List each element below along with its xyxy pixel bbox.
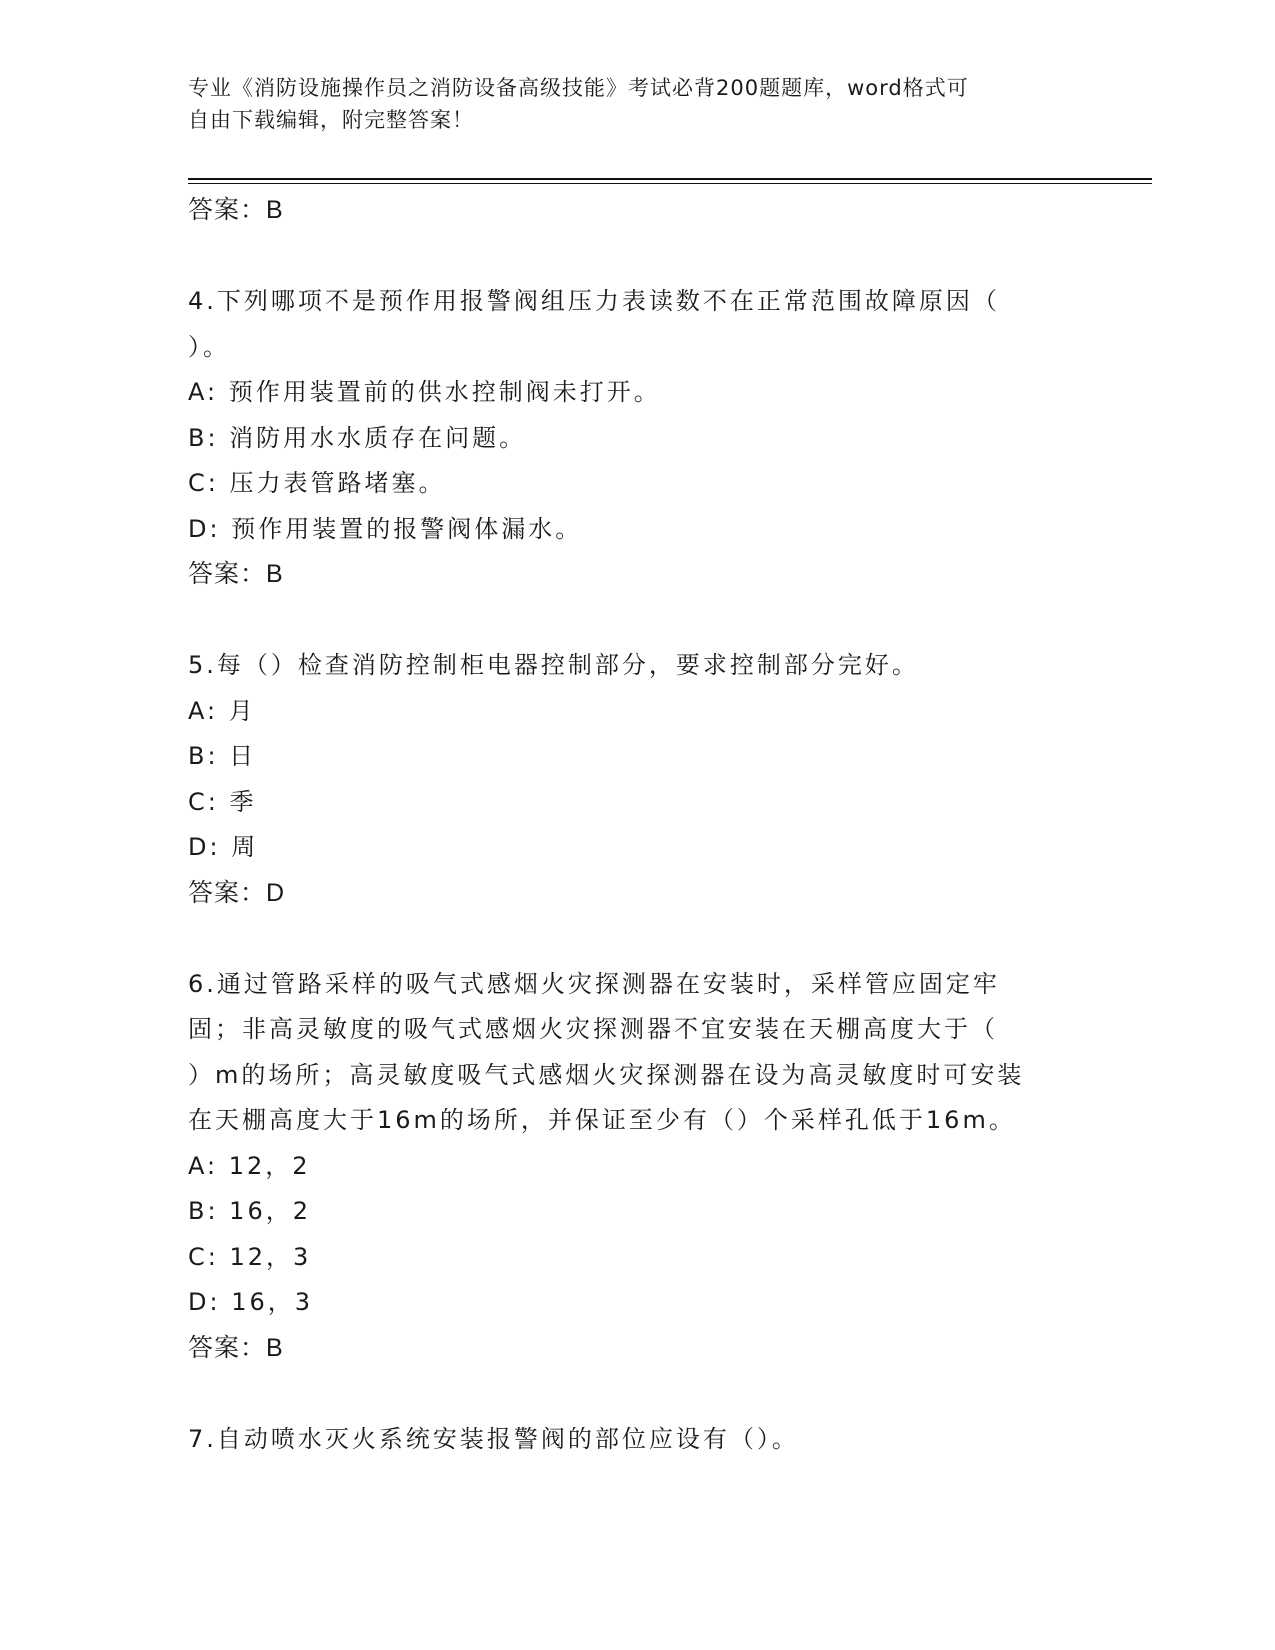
answer-line: 答案：B xyxy=(188,1333,284,1362)
question-stem: ）m的场所；高灵敏度吸气式感烟火灾探测器在设为高灵敏度时可安装 xyxy=(188,1060,1025,1089)
spacer xyxy=(188,1371,1088,1417)
option-d: D: 16，3 xyxy=(188,1288,314,1316)
question-block xyxy=(188,279,1088,598)
header-divider-thin xyxy=(188,183,1152,184)
answer-line: 答案：B xyxy=(188,196,284,224)
option-b: B: 日 xyxy=(188,742,257,770)
option-b: B: 16，2 xyxy=(188,1197,311,1225)
page-header xyxy=(188,72,1068,136)
option-a: A: 月 xyxy=(188,696,256,725)
option-a: A: 12，2 xyxy=(188,1151,311,1180)
spacer xyxy=(188,598,1088,644)
spacer xyxy=(188,234,1088,280)
option-c: C: 12，3 xyxy=(188,1242,312,1271)
question-block xyxy=(188,643,1088,916)
header-title-line-2: 自由下载编辑，附完整答案！ xyxy=(188,108,474,132)
question-stem: 6.通过管路采样的吸气式感烟火灾探测器在安装时，采样管应固定牢 xyxy=(188,969,1000,998)
question-stem: 5.每（）检查消防控制柜电器控制部分，要求控制部分完好。 xyxy=(188,651,919,679)
answer-line: 答案：D xyxy=(188,878,286,907)
option-d: D: 预作用装置的报警阀体漏水。 xyxy=(188,514,583,543)
header-divider xyxy=(188,178,1152,180)
option-c: C: 季 xyxy=(188,787,257,816)
question-list xyxy=(188,188,1088,1462)
option-b: B: 消防用水水质存在问题。 xyxy=(188,423,527,452)
option-c: C: 压力表管路堵塞。 xyxy=(188,469,446,497)
option-d: D: 周 xyxy=(188,833,259,861)
question-stem: 4.下列哪项不是预作用报警阀组压力表读数不在正常范围故障原因（ xyxy=(188,287,1000,315)
spacer xyxy=(188,916,1088,962)
question-stem: 在天棚高度大于16m的场所，并保证至少有（）个采样孔低于16m。 xyxy=(188,1106,1016,1134)
question-stem: 固；非高灵敏度的吸气式感烟火灾探测器不宜安装在天棚高度大于（ xyxy=(188,1015,998,1043)
answer-line: 答案：B xyxy=(188,560,284,588)
header-title-line-1: 专业《消防设施操作员之消防设备高级技能》考试必背200题题库，word格式可 xyxy=(188,76,969,100)
question-block xyxy=(188,1417,1088,1463)
question-block xyxy=(188,962,1088,1372)
question-stem: ）。 xyxy=(188,332,230,361)
option-a: A: 预作用装置前的供水控制阀未打开。 xyxy=(188,378,661,406)
question-stem: 7.自动喷水灭火系统安装报警阀的部位应设有（）。 xyxy=(188,1424,799,1453)
